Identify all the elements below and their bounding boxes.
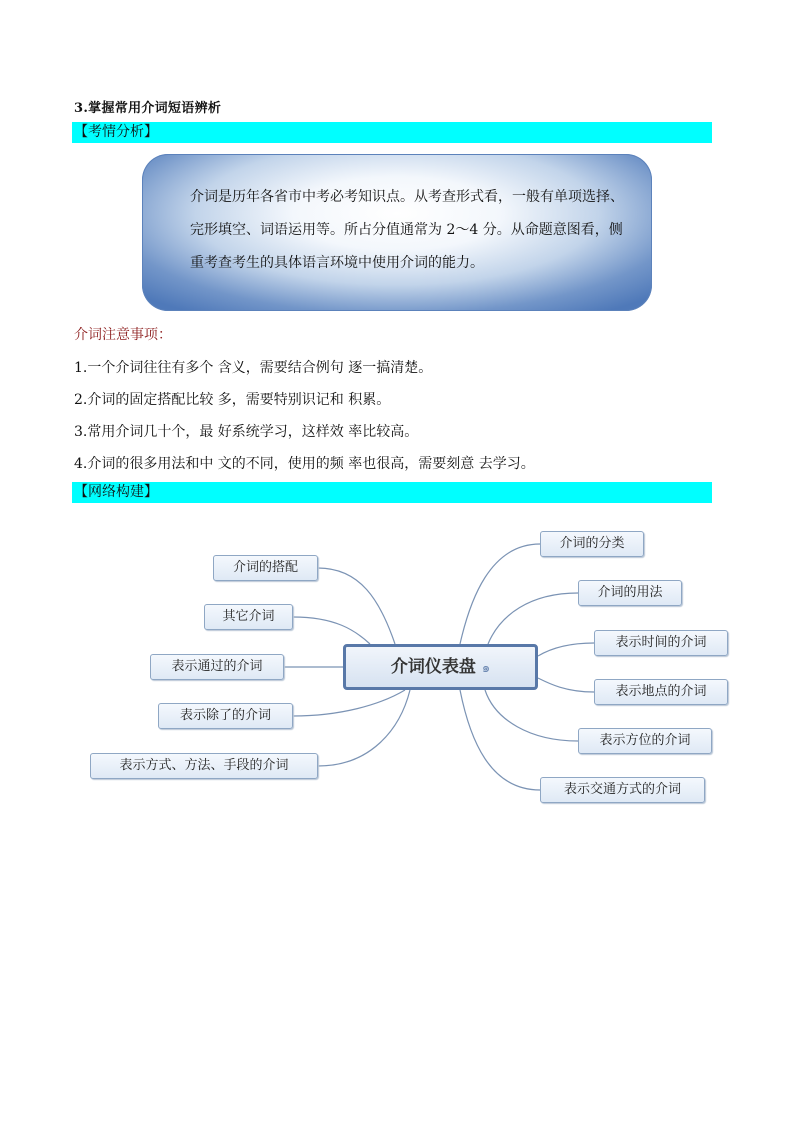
info-line-2: 完形填空、词语运用等。所占分值通常为 2～4 分。从命题意图看，侧	[190, 222, 623, 238]
section-title: 3.掌握常用介词短语辨析	[74, 101, 222, 116]
connector-right-3	[538, 643, 594, 656]
band-network-build: 【网络构建】	[72, 482, 712, 503]
mindmap-node: 表示地点的介词	[594, 679, 728, 705]
mindmap-node: 表示交通方式的介词	[540, 777, 705, 803]
note-item: 1.一个介词往往有多个 含义，需要结合例句 逐一搞清楚。	[74, 360, 433, 376]
connector-right-1	[460, 544, 540, 644]
mindmap-node: 介词的用法	[578, 580, 682, 606]
connector-left-2	[293, 617, 370, 644]
note-item: 3.常用介词几十个，最 好系统学习，这样效 率比较高。	[74, 424, 419, 440]
mindmap-node: 表示方位的介词	[578, 728, 712, 754]
info-line-1: 介词是历年各省市中考必考知识点。从考查形式看，一般有单项选择、	[190, 189, 624, 205]
mindmap-center-node: 介词仪表盘 ๑	[343, 644, 538, 690]
mindmap-node: 介词的分类	[540, 531, 644, 557]
mindmap-node: 其它介词	[204, 604, 293, 630]
info-line-3: 重考查考生的具体语言环境中使用介词的能力。	[190, 255, 484, 271]
connector-right-6	[460, 690, 540, 790]
mindmap-node: 表示方式、方法、手段的介词	[90, 753, 318, 779]
connector-right-2	[488, 593, 578, 644]
notes-heading: 介词注意事项：	[74, 327, 172, 343]
link-icon: ๑	[481, 661, 491, 676]
connector-left-5	[318, 690, 410, 766]
band-exam-analysis: 【考情分析】	[72, 122, 712, 143]
connector-left-4	[293, 690, 405, 716]
note-item: 2.介词的固定搭配比较 多，需要特别识记和 积累。	[74, 392, 391, 408]
connector-right-5	[485, 690, 578, 741]
connector-right-4	[538, 678, 594, 692]
mindmap-node: 表示除了的介词	[158, 703, 293, 729]
mindmap-node: 表示时间的介词	[594, 630, 728, 656]
note-item: 4.介词的很多用法和中 文的不同，使用的频 率也很高，需要刻意 去学习。	[74, 456, 535, 472]
mindmap-node: 表示通过的介词	[150, 654, 284, 680]
mindmap-node: 介词的搭配	[213, 555, 318, 581]
